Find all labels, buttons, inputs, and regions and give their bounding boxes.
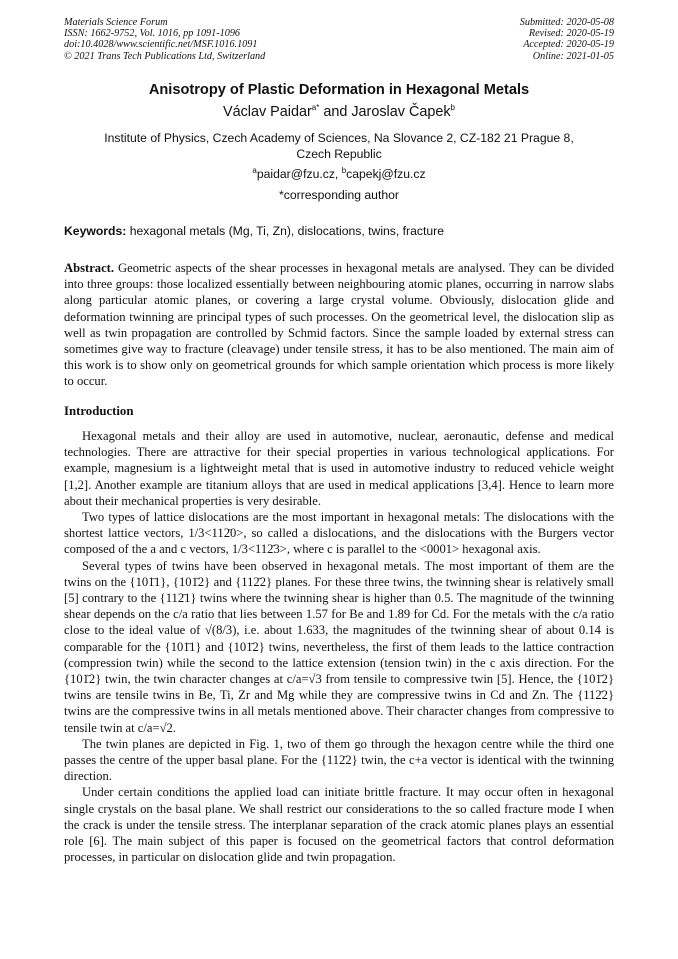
keywords-text: hexagonal metals (Mg, Ti, Zn), dislocations, twins, fracture — [126, 224, 444, 238]
email-a[interactable]: paidar@fzu.cz, — [256, 167, 342, 181]
dates-header — [520, 17, 614, 62]
email-b[interactable]: capekj@fzu.cz — [346, 167, 426, 181]
author-conjunction: and — [319, 104, 352, 120]
journal-doi: doi:10.4028/www.scientific.net/MSF.1016.1091 — [64, 39, 258, 51]
intro-paragraph: Several types of twins have been observed in hexagonal metals. The most important of them are the twins on the {101̄1}, {101̄2} and {112̄2} planes. For these three twins, the twinning shear is relatively small [5] contrary to the {112̄1} twins where the twinning shear is higher than 0.5. The magnitude of the twinning shear depends on the c/a ratio that lies between 1.57 for Be and 1.89 for Cd. For the metals with the c/a ratio close to the ideal value of √(8/3), i.e. about 1.633, the magnitudes of the twinning shear of about 0.14 is comparable for the {101̄1} and {101̄2} twins, nevertheless, the first of them leads to the lattice contraction (compression twin) while the second to the lattice extension (tension twin) in the c axis direction. For the {101̄2} twin, the twin character changes at c/a=√3 from tensile to compressive twin [5]. Hence, the {101̄2} twins are tensile twins in Be, Ti, Zr and Mg while they are compressive twins in Cd and Zn. The {112̄2} twins are the compressive twins in all metals mentioned above. Their character changes from compressive to tensile twin at c/a=√2. — [64, 558, 614, 735]
date-accepted: Accepted: 2020-05-19 — [523, 39, 614, 51]
author-1-marker: a* — [311, 103, 320, 113]
journal-name: Materials Science Forum — [64, 17, 168, 28]
corresponding-note: *corresponding author — [279, 188, 399, 202]
date-online: Online: 2021-01-05 — [532, 50, 614, 62]
date-revised: Revised: 2020-05-19 — [528, 28, 614, 40]
affiliation: Institute of Physics, Czech Academy of Sciences, Na Slovance 2, CZ-182 21 Prague 8, Czech Republic — [104, 131, 574, 161]
intro-paragraph: The twin planes are depicted in Fig. 1, two of them go through the hexagon centre while the third one passes the centre of the upper basal plane. For the {112̄2} twin, the c+a vector is identical with the twinning direction. — [64, 736, 614, 784]
author-line — [0, 104, 678, 120]
author-2: Jaroslav Čapek — [351, 104, 451, 120]
paper-title: Anisotropy of Plastic Deformation in Hexagonal Metals — [148, 82, 530, 98]
intro-paragraph: Two types of lattice dislocations are the most important in hexagonal metals: The dislocations with the shortest lattice vectors, 1/3<112̄0>, so called a dislocations, and the dislocations with the Burgers vector composed of the a and c vectors, 1/3<112̄3>, where c is parallel to the <0001> hexagonal axis. — [64, 510, 614, 557]
author-2-marker: b — [450, 103, 455, 113]
section-heading-introduction: Introduction — [64, 404, 134, 418]
journal-header — [64, 17, 265, 62]
abstract-label: Abstract. — [64, 261, 115, 275]
email-a-marker: a — [252, 165, 257, 175]
email-line — [0, 167, 678, 181]
journal-issn: ISSN: 1662-9752, Vol. 1016, pp 1091-1096 — [64, 28, 241, 40]
keywords-label: Keywords: — [64, 224, 127, 238]
intro-paragraph: Hexagonal metals and their alloy are used in automotive, nuclear, aeronautic, defense and medical technologies. There are attractive for their special properties in various technological applications. For example, magnesium is a lightweight metal that is used in automotive industry to reduced vehicle weight [1,2]. Another example are titanium alloys that are used in medical applications [3,4]. Hence to learn more about their mechanical properties is very desirable. — [64, 429, 614, 508]
abstract — [64, 260, 614, 390]
introduction-body — [64, 428, 614, 865]
abstract-text: Geometric aspects of the shear processes in hexagonal metals are analysed. They can be divided into three groups: those localized essentially between neighbouring atomic planes, occurring in narrow slabs along particular atomic planes, or covering a large crystal volume. Obviously, dislocation glide and deformation twinning are principal types of such processes. On the geometrical level, the dislocation slip as well as twin propagation are controlled by Schmid factors. Since the sample loaded by external stress can sometimes give way to fracture (cleavage) under tensile stress, it has to be also mentioned. The main aim of this work is to show only on geometrical grounds for which sample orientation which process is more likely to occur. — [64, 261, 614, 389]
keywords — [64, 224, 616, 238]
date-submitted: Submitted: 2020-05-08 — [519, 17, 614, 28]
author-1: Václav Paidar — [222, 104, 312, 120]
email-b-marker: b — [341, 165, 347, 175]
intro-paragraph: Under certain conditions the applied load can initiate brittle fracture. It may occur often in hexagonal single crystals on the basal plane. We shall restrict our considerations to the so called fracture mode I when the crack is under the tensile stress. The interplanar separation of the crack atomic planes plays an essential role [6]. The main subject of this paper is focused on the geometrical factors that control deformation processes, in particular on dislocation glide and twin propagation. — [64, 785, 614, 865]
journal-copyright: © 2021 Trans Tech Publications Ltd, Switzerland — [64, 50, 266, 62]
